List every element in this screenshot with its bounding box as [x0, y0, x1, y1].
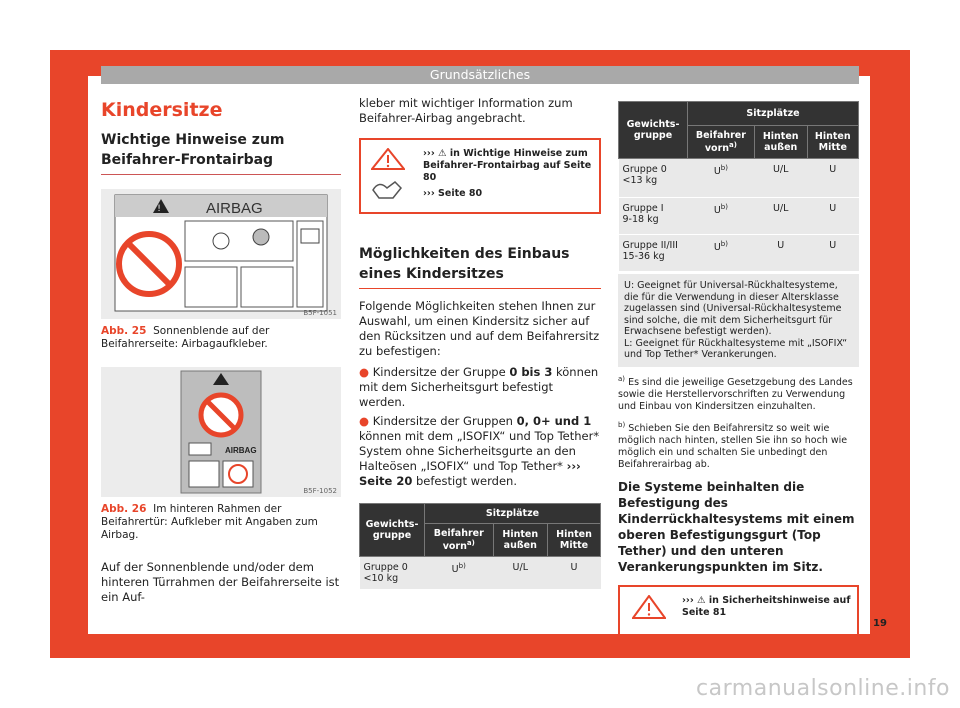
table-header-front: Beifahrer vorn$^{a)}$ [688, 126, 755, 159]
seat-table-1 [359, 503, 601, 590]
page-title: Kindersitze [101, 99, 223, 121]
fig26-caption-num: Abb. 26 [101, 503, 147, 515]
watermark-text: carmanualsonline.info [696, 676, 950, 701]
warning-link-text[interactable]: ››› ⚠ in Sicherheitshinweise auf Seite 81 [682, 594, 851, 618]
table-header-rear-outer: Hinten außen [754, 126, 807, 159]
bullet-icon: ● [359, 365, 370, 379]
fig25-caption-num: Abb. 25 [101, 325, 147, 337]
table-row: Gruppe 0 <13 kg $U^{b)}$ U/L U [619, 159, 859, 198]
warning-icon [632, 595, 666, 619]
table-header-seats: Sitzplätze [425, 504, 601, 524]
footnote-a: $^{a)}$ Es sind die jeweilige Gesetzgebung des Landes sowie die Herstellervorschriften zu Verwendung und Einbau von Kindersitzen einzuhalten. [618, 374, 853, 412]
legend-u: U: Geeignet für Universal-Rückhaltesysteme, die für die Verwendung in dieser Altersklasse zugelassen sind (Universal-Rückhaltesysteme sind solche, die mit dem Sicherheitsgurt für Erwachsene befestigt werden). [624, 280, 842, 338]
table-header-seats: Sitzplätze [688, 102, 859, 126]
footnote-b: $^{b)}$ Schieben Sie den Beifahrersitz so weit wie möglich nach hinten, stellen Sie ihn so hoch wie möglich ein und schalten Sie unbedingt den Beifahrerairbag ab. [618, 420, 848, 470]
svg-text:!: ! [157, 204, 161, 214]
table-header-group: Gewichtsgruppe [360, 504, 425, 557]
table-header-rear-middle: Hinten Mitte [548, 524, 601, 557]
bullet-text: Kindersitze der Gruppen [372, 414, 517, 428]
table-row: Gruppe I 9-18 kg $U^{b)}$ U/L U [619, 198, 859, 235]
page-ref-link[interactable]: ››› Seite 80 [423, 188, 483, 199]
fig26-airbag-label: AIRBAG [225, 446, 257, 455]
fig25-code: B5F-1051 [303, 309, 337, 317]
page-ref-link[interactable]: ››› Seite 20 [359, 459, 581, 488]
bullet-text: Kindersitze der Gruppe [372, 365, 510, 379]
column-right [618, 101, 859, 637]
fig26-caption [101, 503, 341, 542]
fig25-airbag-label: AIRBAG [206, 200, 263, 217]
warning-icon [371, 148, 405, 170]
table-header-group: Gewichtsgruppe [619, 102, 688, 159]
figure-26 [101, 367, 341, 497]
bullet-icon: ● [359, 414, 370, 428]
table-legend [618, 274, 859, 367]
table-row: Gruppe II/III 15-36 kg $U^{b)}$ U U [619, 235, 859, 272]
bullet-item-2 [359, 414, 601, 489]
section-subtitle: Wichtige Hinweise zum Beifahrer-Frontairbag [101, 132, 285, 168]
bullet-item-1 [359, 365, 601, 410]
warning-box-2 [618, 585, 859, 637]
figure-25 [101, 189, 341, 319]
bullet-text: können mit dem „ISOFIX“ und Top Tether* System ohne Sicherheitsgurte an den Halteösen „ISOFIX“ und Top Tether* [359, 429, 600, 473]
install-heading: Möglichkeiten des Einbaus eines Kindersitzes [359, 246, 570, 282]
divider [101, 174, 341, 175]
bullet-bold: 0, 0+ und 1 [516, 414, 592, 428]
intro-paragraph: Auf der Sonnenblende und/oder dem hinteren Türrahmen der Beifahrerseite ist ein Auf- [101, 560, 340, 604]
page-number: 19 [873, 618, 887, 629]
bullet-bold: 0 bis 3 [509, 365, 553, 379]
bullet-text: können mit dem Sicherheitsgurt befestigt werden. [359, 365, 599, 409]
table-header-front: Beifahrer vorn$^{a)}$ [425, 524, 494, 557]
warning-box-1 [359, 138, 601, 214]
fig26-code: B5F-1052 [303, 487, 337, 495]
hand-book-icon [371, 178, 405, 200]
airbag-sticker-image [101, 189, 341, 319]
table-row: Gruppe 0 <10 kg $U^{b)}$ U/L U [360, 557, 601, 590]
install-paragraph: Folgende Möglichkeiten stehen Ihnen zur Auswahl, um einen Kindersitz sicher auf den Rücksitzen und auf dem Beifahrersitz zu befestigen: [359, 299, 600, 358]
table-header-rear-middle: Hinten Mitte [807, 126, 858, 159]
column-middle [359, 96, 601, 590]
fig25-caption [101, 325, 341, 351]
section-header: Grundsätzliches [101, 66, 859, 84]
column-left [101, 96, 341, 617]
table-header-rear-outer: Hinten außen [493, 524, 548, 557]
legend-l: L: Geeignet für Rückhaltesysteme mit „ISOFIX“ und Top Tether* Verankerungen. [624, 337, 848, 361]
fig26-caption-text: Im hinteren Rahmen der Beifahrertür: Aufkleber mit Angaben zum Airbag. [101, 503, 318, 541]
fig25-caption-text: Sonnenblende auf der Beifahrerseite: Airbagaufkleber. [101, 325, 270, 350]
warning-link-text[interactable]: ››› ⚠ in Wichtige Hinweise zum Beifahrer-Frontairbag auf Seite 80 [423, 148, 592, 183]
bullet-text: befestigt werden. [412, 474, 517, 488]
seat-table-2 [618, 101, 859, 272]
systems-heading: Die Systeme beinhalten die Befestigung des Kinderrückhaltesystems mit einem oberen Befestigungsgurt (Top Tether) und den unteren Verankerungspunkten im Sitz. [618, 479, 855, 574]
sticker-paragraph: kleber mit wichtiger Information zum Beifahrer-Airbag angebracht. [359, 96, 573, 125]
door-sticker-image [101, 367, 341, 497]
divider [359, 288, 601, 289]
